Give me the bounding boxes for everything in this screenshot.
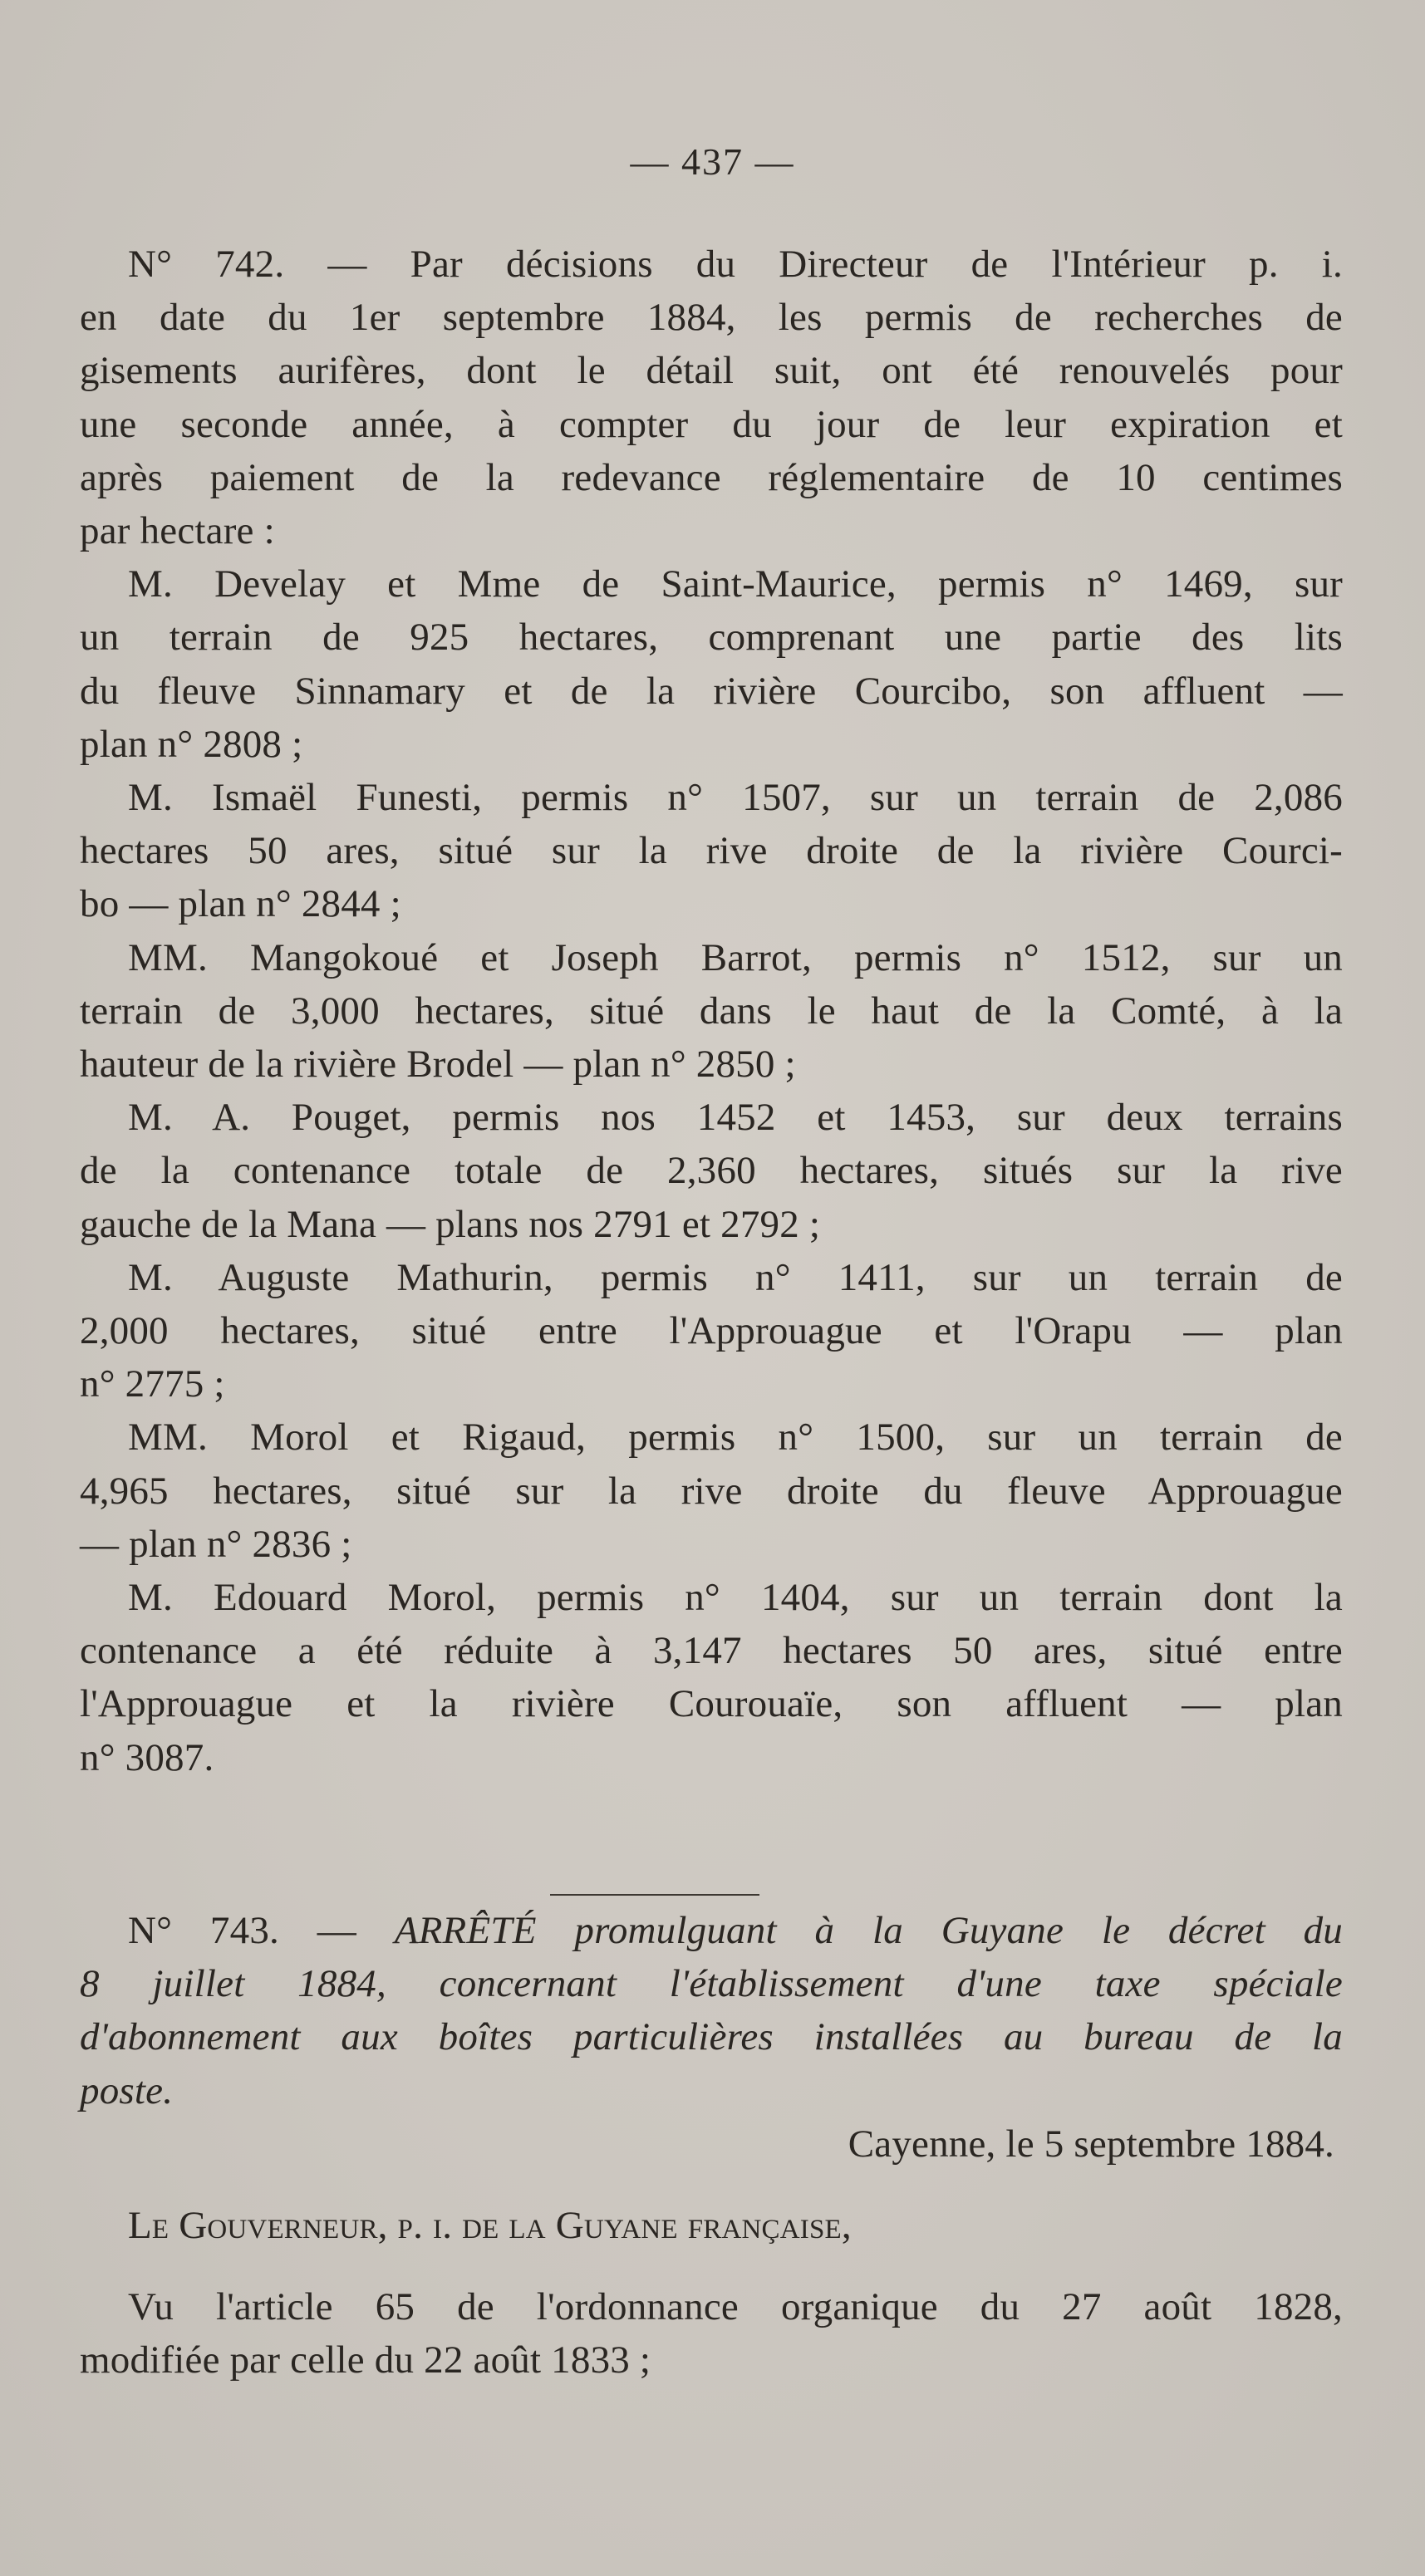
text-line: gisements aurifères, dont le détail suit, ont été renouvelés pour bbox=[80, 349, 1343, 393]
text-line bbox=[80, 1904, 1343, 1957]
text-line: M. Develay et Mme de Saint-Maurice, permis n° 1469, sur bbox=[128, 562, 1343, 606]
text-line: contenance a été réduite à 3,147 hectares 50 ares, situé entre bbox=[80, 1629, 1343, 1673]
text-line: hectares 50 ares, situé sur la rive droite de la rivière Courci- bbox=[80, 829, 1343, 873]
text-line: plan n° 2808 ; bbox=[80, 722, 303, 766]
arrete-title-line: poste. bbox=[80, 2068, 174, 2112]
notice-742-intro bbox=[80, 238, 1343, 557]
text-line: gauche de la Mana — plans nos 2791 et 2792 ; bbox=[80, 1202, 821, 1246]
text-line: — plan n° 2836 ; bbox=[80, 1522, 352, 1566]
text-line: en date du 1er septembre 1884, les permis de recherches de bbox=[80, 296, 1343, 340]
permit-entry bbox=[80, 1251, 1343, 1411]
text-line: M. Edouard Morol, permis n° 1404, sur un terrain dont la bbox=[128, 1576, 1343, 1620]
text-line: bo — plan n° 2844 ; bbox=[80, 882, 401, 926]
text-line: modifiée par celle du 22 août 1833 ; bbox=[80, 2338, 651, 2382]
text-line: N° 742. — Par décisions du Directeur de l'Intérieur p. i. bbox=[128, 243, 1343, 286]
text-line: n° 2775 ; bbox=[80, 1362, 225, 1406]
permit-entry bbox=[80, 557, 1343, 771]
text-line: hauteur de la rivière Brodel — plan n° 2850 ; bbox=[80, 1043, 796, 1087]
text-line: M. Auguste Mathurin, permis n° 1411, sur un terrain de bbox=[128, 1255, 1343, 1299]
place-date: Cayenne, le 5 septembre 1884. bbox=[848, 2122, 1334, 2166]
arrete-title-line: d'abonnement aux boîtes particulières installées au bureau de la bbox=[80, 2015, 1343, 2059]
section-divider bbox=[550, 1894, 759, 1896]
text-line: du fleuve Sinnamary et de la rivière Courcibo, son affluent — bbox=[80, 669, 1343, 713]
permit-entry bbox=[80, 771, 1343, 931]
text-line: MM. Mangokoué et Joseph Barrot, permis n° 1512, sur un bbox=[128, 935, 1343, 979]
notice-743 bbox=[80, 1904, 1343, 2387]
governor-heading: Le Gouverneur, p. i. de la Guyane française, bbox=[128, 2204, 852, 2248]
text-line: M. A. Pouget, permis nos 1452 et 1453, sur deux terrains bbox=[128, 1096, 1343, 1140]
permit-entry bbox=[80, 1411, 1343, 1571]
text-line: Vu l'article 65 de l'ordonnance organique du 27 août 1828, bbox=[128, 2285, 1343, 2329]
page-number: — 437 — bbox=[630, 140, 795, 183]
text-line: n° 3087. bbox=[80, 1735, 214, 1779]
text-line: l'Approuague et la rivière Courouaïe, son affluent — plan bbox=[80, 1682, 1343, 1726]
text-line: un terrain de 925 hectares, comprenant une partie des lits bbox=[80, 616, 1343, 660]
arrete-title-line: ARRÊTÉ promulguant à la Guyane le décret du bbox=[394, 1909, 1343, 1952]
text-line: terrain de 3,000 hectares, situé dans le haut de la Comté, à la bbox=[80, 989, 1343, 1033]
text-line: une seconde année, à compter du jour de leur expiration et bbox=[80, 402, 1343, 446]
arrete-title-line: 8 juillet 1884, concernant l'établissement d'une taxe spéciale bbox=[80, 1962, 1343, 2006]
notice-number: N° 743. — bbox=[128, 1909, 356, 1952]
permit-entry bbox=[80, 931, 1343, 1092]
text-line: 4,965 hectares, situé sur la rive droite du fleuve Approuague bbox=[80, 1469, 1343, 1513]
permit-entry bbox=[80, 1571, 1343, 1784]
text-line: par hectare : bbox=[80, 509, 275, 553]
text-line: après paiement de la redevance réglementaire de 10 centimes bbox=[80, 455, 1343, 499]
text-line: 2,000 hectares, situé entre l'Approuague et l'Orapu — plan bbox=[80, 1309, 1343, 1353]
text-line: M. Ismaël Funesti, permis n° 1507, sur un terrain de 2,086 bbox=[128, 776, 1343, 820]
permit-entry bbox=[80, 1091, 1343, 1251]
notice-743-heading bbox=[80, 1904, 1343, 2117]
text-line: de la contenance totale de 2,360 hectares, situés sur la rive bbox=[80, 1149, 1343, 1193]
considerant bbox=[80, 2280, 1343, 2387]
text-line: MM. Morol et Rigaud, permis n° 1500, sur un terrain de bbox=[128, 1416, 1343, 1460]
notice-742 bbox=[80, 238, 1343, 1784]
